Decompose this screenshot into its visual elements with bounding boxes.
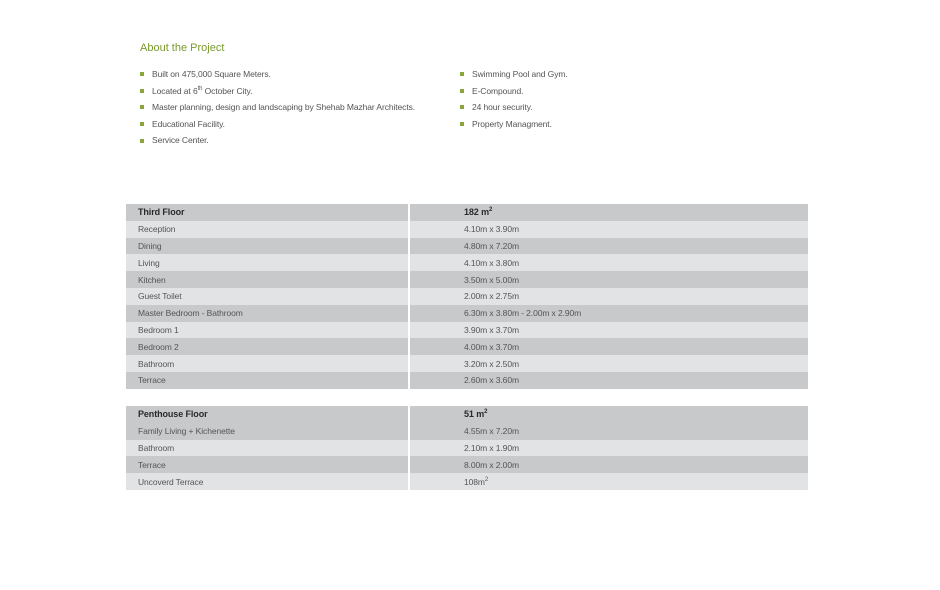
list-item: 24 hour security. [460,99,568,116]
floor-area: 182 $m^2$ [409,204,808,221]
table-row: Bathroom 2.10m x 1.90m [126,440,808,457]
about-project-title: About the Project [140,42,225,54]
list-item: E-Compound. [460,83,568,100]
table-row: Bedroom 2 4.00m x 3.70m [126,338,808,355]
square-bullet-icon [460,105,464,109]
table-header-row [126,204,808,221]
list-item: Swimming Pool and Gym. [460,66,568,83]
third-floor-table [126,204,808,389]
list-item: Educational Facility. [140,116,415,133]
table-row: Terrace 8.00m x 2.00m [126,456,808,473]
list-item: Property Managment. [460,116,568,133]
square-bullet-icon [140,105,144,109]
feature-list-left [140,66,415,149]
table-row: Bedroom 1 3.90m x 3.70m [126,322,808,339]
floor-area: 51 $m^2$ [409,406,808,423]
list-item: Master planning, design and landscaping by Shehab Mazhar Architects. [140,99,415,116]
floor-title: Penthouse Floor [126,406,409,423]
square-bullet-icon [140,122,144,126]
table-header-row [126,406,808,423]
table-row: Living 4.10m x 3.80m [126,254,808,271]
list-item: Built on 475,000 Square Meters. [140,66,415,83]
square-bullet-icon [140,139,144,143]
square-bullet-icon [460,72,464,76]
table-row: Guest Toilet 2.00m x 2.75m [126,288,808,305]
list-item: Located at 6th October City. [140,83,415,100]
square-bullet-icon [460,89,464,93]
square-bullet-icon [140,72,144,76]
floor-title: Third Floor [126,204,409,221]
table-row: Bathroom 3.20m x 2.50m [126,355,808,372]
table-row: Family Living + Kichenette 4.55m x 7.20m [126,423,808,440]
square-bullet-icon [460,122,464,126]
feature-list-right [460,66,568,132]
square-bullet-icon [140,89,144,93]
table-row: Dining 4.80m x 7.20m [126,238,808,255]
table-row: Reception 4.10m x 3.90m [126,221,808,238]
table-row: Kitchen 3.50m x 5.00m [126,271,808,288]
penthouse-floor-table [126,406,808,490]
table-row: Master Bedroom - Bathroom 6.30m x 3.80m - 2.00m x 2.90m [126,305,808,322]
list-item: Service Center. [140,132,415,149]
table-row: Terrace 2.60m x 3.60m [126,372,808,389]
table-row: Uncoverd Terrace $108m^2$ [126,473,808,490]
